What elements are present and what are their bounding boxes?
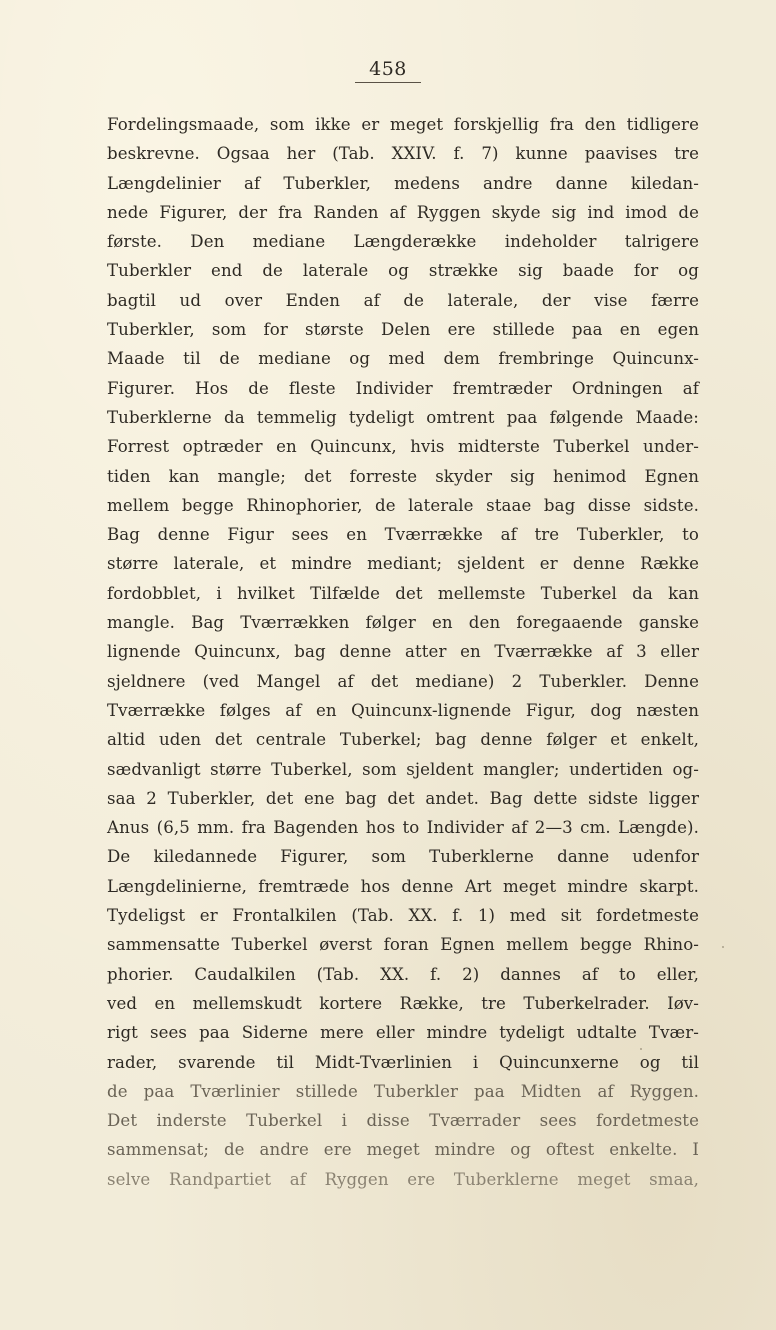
page-header bbox=[0, 58, 776, 83]
text-line: Fordelingsmaade, som ikke er meget forskjellig fra den tidligere bbox=[107, 115, 699, 134]
text-line: sjeldnere (ved Mangel af det mediane) 2 Tuberkler. Denne bbox=[107, 671, 699, 691]
text-line: Længdelinierne, fremtræde hos denne Art meget mindre skarpt. bbox=[107, 876, 699, 896]
text-line: lignende Quincunx, bag denne atter en Tværrække af 3 eller bbox=[107, 642, 699, 662]
text-line: mangle. Bag Tværrækken følger en den foregaaende ganske bbox=[107, 613, 699, 633]
text-line: altid uden det centrale Tuberkel; bag denne følger et enkelt, bbox=[107, 730, 699, 750]
text-line: Anus (6,5 mm. fra Bagenden hos to Individer af 2—3 cm. Længde). bbox=[107, 818, 699, 838]
paper-speck bbox=[640, 1048, 642, 1050]
text-line: mellem begge Rhinophorier, de laterale staae bag disse sidste. bbox=[107, 495, 699, 515]
text-line: første. Den mediane Længderække indeholder talrigere bbox=[107, 232, 699, 252]
text-line: Tydeligst er Frontalkilen (Tab. XX. f. 1) med sit fordetmeste bbox=[107, 906, 699, 926]
text-line: Længdelinier af Tuberkler, medens andre danne kiledan- bbox=[107, 173, 699, 193]
text-line: saa 2 Tuberkler, det ene bag det andet. Bag dette sidste ligger bbox=[107, 788, 699, 808]
text-line: rigt sees paa Siderne mere eller mindre tydeligt udtalte Tvær- bbox=[107, 1023, 699, 1043]
text-line: Maade til de mediane og med dem frembringe Quincunx- bbox=[107, 349, 699, 369]
text-line: Tuberkler, som for største Delen ere stillede paa en egen bbox=[107, 320, 699, 340]
text-line: Forrest optræder en Quincunx, hvis midterste Tuberkel under- bbox=[107, 437, 699, 457]
text-line: større laterale, et mindre mediant; sjeldent er denne Række bbox=[107, 554, 699, 574]
text-line: sædvanligt større Tuberkel, som sjeldent mangler; undertiden og- bbox=[107, 759, 699, 779]
text-line: sammensatte Tuberkel øverst foran Egnen mellem begge Rhino- bbox=[107, 935, 699, 955]
text-line: Figurer. Hos de fleste Individer fremtræder Ordningen af bbox=[107, 378, 699, 398]
text-line: Bag denne Figur sees en Tværrække af tre Tuberkler, to bbox=[107, 525, 699, 545]
text-line: phorier. Caudalkilen (Tab. XX. f. 2) dannes af to eller, bbox=[107, 964, 699, 984]
text-line: De kiledannede Figurer, som Tuberklerne danne udenfor bbox=[107, 847, 699, 867]
text-line: bagtil ud over Enden af de laterale, der vise færre bbox=[107, 290, 699, 310]
text-line: Tuberkler end de laterale og strække sig baade for og bbox=[107, 261, 699, 281]
text-line: Tuberklerne da temmelig tydeligt omtrent paa følgende Maade: bbox=[107, 407, 699, 427]
text-line: sammensat; de andre ere meget mindre og oftest enkelte. I bbox=[107, 1140, 699, 1160]
text-line: beskrevne. Ogsaa her (Tab. XXIV. f. 7) kunne paavises tre bbox=[107, 144, 699, 164]
text-line: de paa Tværlinier stillede Tuberkler paa Midten af Ryggen. bbox=[107, 1081, 699, 1101]
text-line: Det inderste Tuberkel i disse Tværrader sees fordetmeste bbox=[107, 1111, 699, 1131]
text-line: rader, svarende til Midt-Tværlinien i Quincunxerne og til bbox=[107, 1052, 699, 1072]
text-line: nede Figurer, der fra Randen af Ryggen skyde sig ind imod de bbox=[107, 202, 699, 222]
text-line: tiden kan mangle; det forreste skyder sig henimod Egnen bbox=[107, 466, 699, 486]
text-line: fordobblet, i hvilket Tilfælde det mellemste Tuberkel da kan bbox=[107, 583, 699, 603]
paper-speck bbox=[722, 946, 724, 948]
text-line: ved en mellemskudt kortere Række, tre Tuberkelrader. Iøv- bbox=[107, 993, 699, 1013]
text-line: Tværrække følges af en Quincunx-lignende Figur, dog næsten bbox=[107, 700, 699, 720]
page-number: 458 bbox=[355, 58, 421, 83]
body-text bbox=[107, 110, 699, 1194]
text-line: selve Randpartiet af Ryggen ere Tuberklerne meget smaa, bbox=[107, 1169, 699, 1189]
